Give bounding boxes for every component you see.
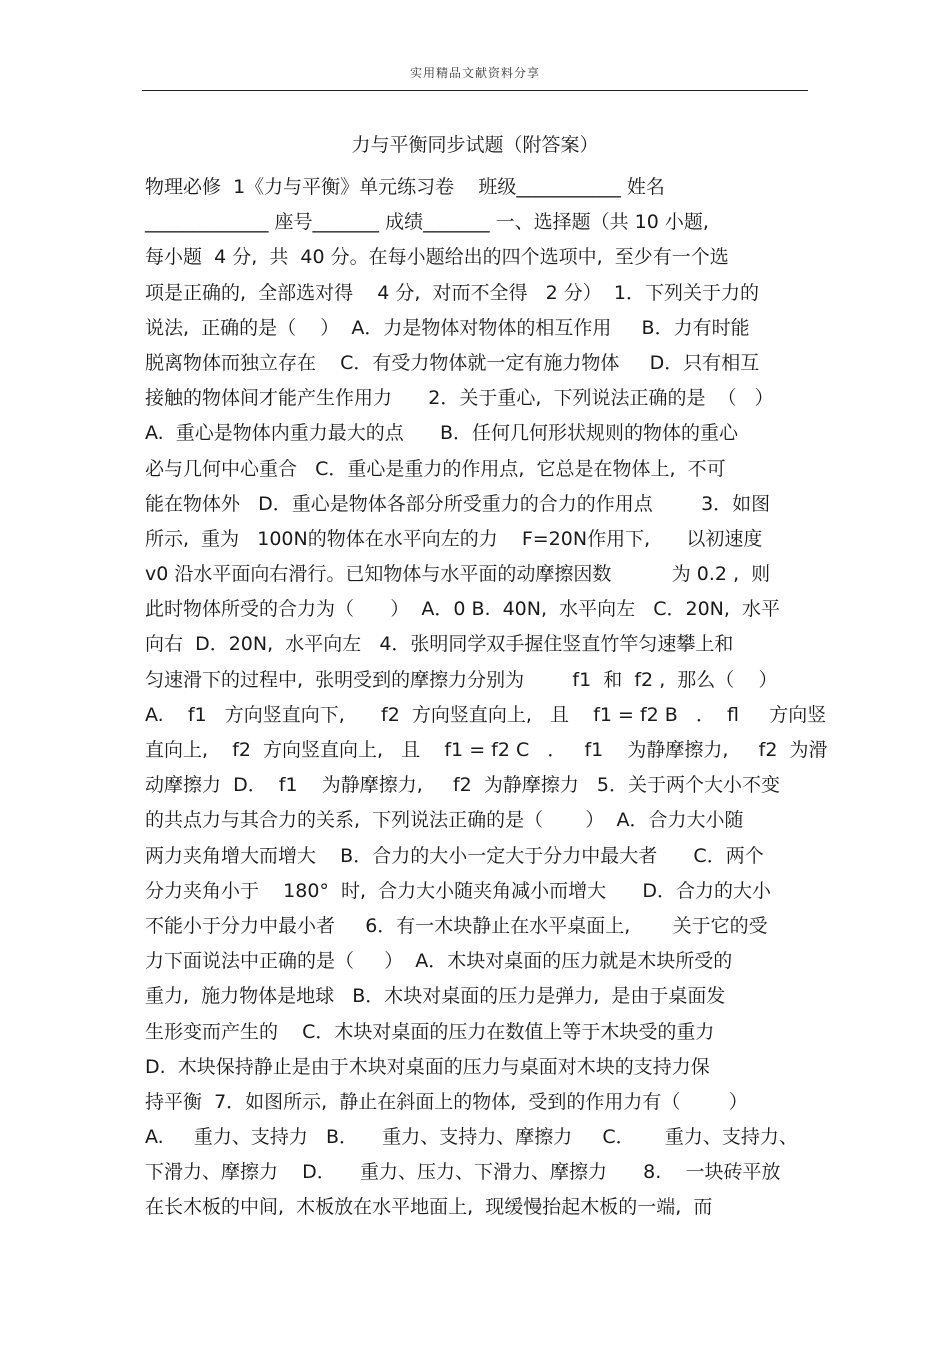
body-line: 两力夹角增大而增大 B．合力的大小一定大于分力中最大者 C．两个 (145, 844, 764, 867)
body-line: 的共点力与其合力的关系, 下列说法正确的是（ ） A．合力大小随 (145, 809, 744, 832)
document-body (145, 170, 828, 1226)
header-divider (142, 90, 808, 91)
body-line: 下滑力、摩擦力 D． 重力、压力、下滑力、摩擦力 8. 一块砖平放 (145, 1161, 781, 1184)
body-line: 匀速滑下的过程中, 张明受到的摩擦力分别为 f1 和 f2 , 那么（ ） (145, 668, 778, 691)
page-header: 实用精品文献资料分享 (409, 66, 540, 80)
document-title: 力与平衡同步试题（附答案） (351, 134, 599, 156)
body-line: A. 重力、支持力 B． 重力、支持力、摩擦力 C． 重力、支持力、 (145, 1126, 798, 1149)
body-line: 动摩擦力 D． f1 为静摩擦力, f2 为静摩擦力 5．关于两个大小不变 (145, 774, 781, 797)
body-line: v0 沿水平面向右滑行。已知物体与水平面的动摩擦因数 为 0.2 , 则 (145, 563, 771, 586)
body-line: 所示, 重为 100N的物体在水平向左的力 F=20N作用下, 以初速度 (145, 527, 763, 550)
body-line: 不能小于分力中最小者 6．有一木块静止在水平桌面上, 关于它的受 (145, 914, 768, 937)
body-line: 力下面说法中正确的是（ ） A．木块对桌面的压力就是木块所受的 (145, 950, 733, 973)
body-line: 分力夹角小于 180° 时, 合力大小随夹角减小而增大 D．合力的大小 (145, 879, 771, 902)
body-line: 脱离物体而独立存在 C．有受力物体就一定有施力物体 D．只有相互 (145, 351, 760, 374)
body-line: 项是正确的, 全部选对得 4 分, 对而不全得 2 分） 1．下列关于力的 (145, 281, 759, 304)
body-line: A. f1 方向竖直向下, f2 方向竖直向上, 且 f1 = f2 B ． fl 方向竖 (145, 703, 827, 726)
body-line: 必与几何中心重合 C．重心是重力的作用点, 它总是在物体上, 不可 (145, 457, 726, 480)
body-line: 重力, 施力物体是地球 B．木块对桌面的压力是弹力, 是由于桌面发 (145, 985, 726, 1008)
body-line: A. 重心是物体内重力最大的点 B．任何几何形状规则的物体的重心 (145, 422, 739, 445)
body-line: 向右 D．20N, 水平向左 4．张明同学双手握住竖直竹竿匀速攀上和 (145, 633, 734, 656)
body-line: 持平衡 7．如图所示, 静止在斜面上的物体, 受到的作用力有（ ） (145, 1090, 748, 1113)
body-line: 直向上, f2 方向竖直向上, 且 f1 = f2 C ． f1 为静摩擦力, f2 为滑 (145, 739, 828, 761)
body-line: D. 木块保持静止是由于木块对桌面的压力与桌面对木块的支持力保 (145, 1055, 710, 1078)
body-line: _____________ 座号_______ 成绩_______ 一、选择题（共 10 小题, (145, 211, 709, 234)
body-line: 此时物体所受的合力为（ ） A．0 B. 40N, 水平向左 C．20N, 水平 (145, 598, 780, 621)
body-line: 物理必修 1《力与平衡》单元练习卷 班级___________ 姓名 (145, 176, 665, 198)
body-line: 每小题 4 分, 共 40 分。在每小题给出的四个选项中, 至少有一个选 (145, 246, 729, 269)
body-line: 能在物体外 D．重心是物体各部分所受重力的合力的作用点 3．如图 (145, 492, 771, 515)
body-line: 接触的物体间才能产生作用力 2．关于重心, 下列说法正确的是 （ ） (145, 387, 774, 410)
body-line: 在长木板的中间, 木板放在水平地面上, 现缓慢抬起木板的一端, 而 (145, 1196, 713, 1219)
body-line: 生形变而产生的 C．木块对桌面的压力在数值上等于木块受的重力 (145, 1020, 715, 1043)
body-line: 说法, 正确的是（ ） A．力是物体对物体的相互作用 B．力有时能 (145, 316, 750, 339)
